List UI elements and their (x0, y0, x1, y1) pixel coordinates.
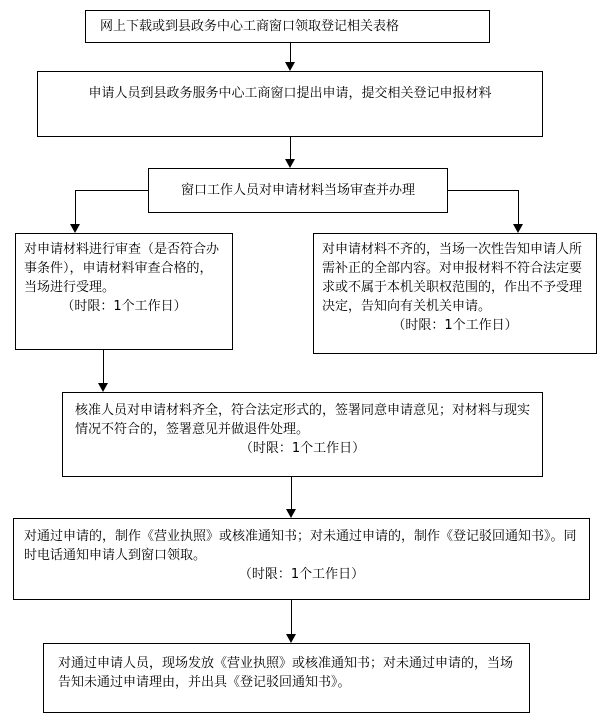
arrow-make-to-issue-head (286, 634, 296, 643)
flow-node-window-review (148, 168, 448, 213)
connector-review-to-accept-horizontal (75, 190, 148, 191)
node-text: 对通过申请的，制作《营业执照》或核准通知书；对未通过申请的，制作《登记驳回通知书》。同时电话通知申请人到窗口领取。 (24, 529, 577, 563)
flow-node-submit-application (37, 71, 543, 137)
time-limit-label: （时限：1个工作日） (392, 318, 518, 333)
connector-review-to-accept-vertical (75, 190, 76, 224)
flow-node-approval-review (62, 392, 543, 477)
arrow-accept-to-approval-line (103, 350, 104, 383)
node-text: 网上下载或到县政务中心工商窗口领取登记相关表格 (100, 19, 400, 34)
connector-review-to-accept-head (70, 224, 80, 233)
arrow-approval-to-make-head (286, 509, 296, 518)
connector-review-to-reject-head (513, 224, 523, 233)
node-text: 对申请材料进行审查（是否符合办事条件），申请材料审查合格的，当场进行受理。 (24, 242, 220, 295)
node-text: 对通过申请人员，现场发放《营业执照》或核准通知书；对未通过申请的，当场告知未通过申请理由，并出具《登记驳回通知书》。 (58, 656, 514, 690)
arrow-approval-to-make-line (291, 477, 292, 509)
node-text: 申请人员到县政务服务中心工商窗口提出申请，提交相关登记申报材料 (88, 86, 492, 101)
arrow-download-to-submit-head (285, 62, 295, 71)
time-limit-label: （时限：1个工作日） (238, 567, 365, 582)
flow-node-reject-case (313, 233, 597, 354)
arrow-accept-to-approval-head (98, 383, 108, 392)
flow-node-accept-case (15, 233, 233, 350)
arrow-download-to-submit-line (290, 43, 291, 62)
flow-node-issue-license (43, 643, 530, 713)
flow-node-make-license (13, 518, 590, 600)
node-text: 对申请材料不齐的，当场一次性告知申请人所需补正的全部内容。对申报材料不符合法定要求或不属于本机关职权范围的，作出不予受理决定，告知向有关机关申请。 (322, 242, 583, 314)
arrow-submit-to-review-line (290, 137, 291, 159)
time-limit-label: （时限：1个工作日） (61, 299, 187, 314)
arrow-submit-to-review-head (285, 159, 295, 168)
connector-review-to-reject-horizontal (448, 190, 518, 191)
arrow-make-to-issue-line (291, 600, 292, 634)
connector-review-to-reject-vertical (518, 190, 519, 224)
time-limit-label: （时限：1个工作日） (239, 441, 366, 456)
flow-node-download-form (85, 10, 490, 43)
node-text: 窗口工作人员对申请材料当场审查并办理 (180, 183, 415, 198)
node-text: 核准人员对申请材料齐全，符合法定形式的，签署同意申请意见；对材料与现实情况不符合的，签署意见并做退件处理。 (75, 403, 531, 437)
